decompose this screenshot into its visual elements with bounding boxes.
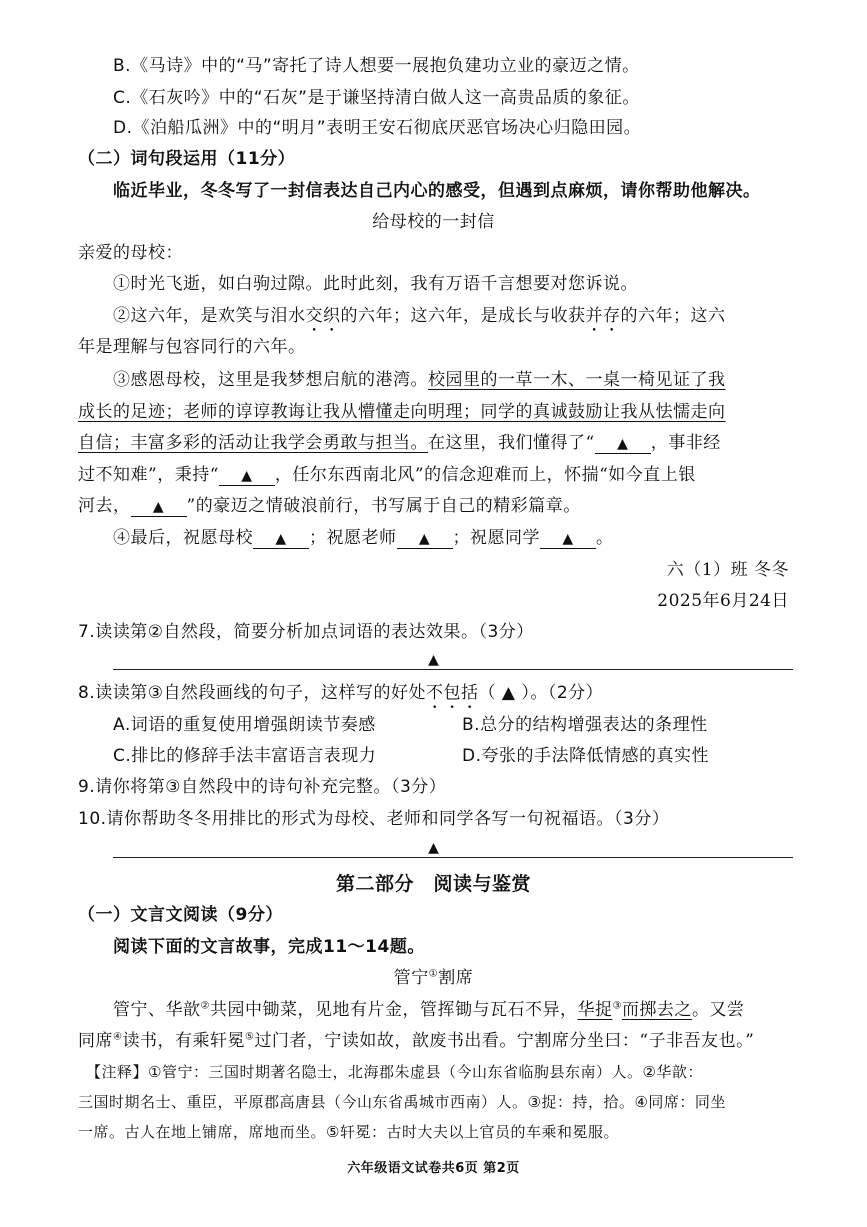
dotted-word-jiaozhi: 交织: [305, 306, 341, 326]
p4-text-a: ④最后，祝愿母校: [113, 528, 253, 548]
classical-title: [0, 967, 867, 989]
section-intro: 临近毕业，冬冬写了一封信表达自己内心的感受，但遇到点麻烦，请你帮助他解决。: [113, 181, 761, 201]
letter-title: 给母校的一封信: [372, 212, 495, 232]
answer-blank[interactable]: [219, 466, 275, 486]
answer-blank[interactable]: [253, 529, 309, 549]
part-title: 第二部分 阅读与鉴赏: [335, 873, 531, 895]
blank-triangle-icon: ▲: [562, 531, 574, 547]
cl2-a: 同席: [78, 1031, 113, 1051]
q8-stem-a: 8.读读第③自然段画线的句子，这样写的好处: [78, 683, 426, 703]
answer-triangle-icon: ▲: [428, 652, 439, 668]
p3-text-d: 过不知难”，秉持“: [78, 465, 219, 485]
option-c: C.《石灰吟》中的“石灰”是于谦坚持清白做人这一高贵品质的象征。: [113, 88, 640, 108]
letter-paragraph-3-line3: [78, 432, 721, 454]
dotted-word-bingcun: 并存: [585, 306, 621, 326]
p2-text-c: 的六年；这六: [620, 306, 726, 326]
q8-option-c: C.排比的修辞手法丰富语言表现力: [113, 746, 377, 766]
option-d: D.《泊船瓜洲》中的“明月”表明王安石彻底厌恶官场决心归隐田园。: [113, 118, 642, 138]
section-heading: （二）词句段运用（11分）: [78, 149, 296, 169]
note-marker: ①: [428, 968, 439, 980]
question-10: 10.请你帮助冬冬用排比的形式为母校、老师和同学各写一句祝福语。（3分）: [78, 809, 670, 829]
letter-signature: 六（1）班 冬冬: [666, 560, 789, 580]
letter-paragraph-3-line5: [78, 495, 581, 517]
note-marker: ⑤: [244, 1031, 255, 1043]
p4-text-d: 。: [596, 528, 614, 548]
answer-blank[interactable]: [397, 529, 453, 549]
answer-blank[interactable]: [595, 434, 651, 454]
p3-text-f: 河去，: [78, 496, 131, 516]
blank-triangle-icon: ▲: [241, 468, 253, 484]
option-b: B.《马诗》中的“马”寄托了诗人想要一展抱负建功立业的豪迈之情。: [113, 56, 640, 76]
question-8: [78, 682, 603, 713]
letter-date: 2025年6月24日: [657, 591, 789, 611]
notes-line-2: 三国时期名士、重臣，平原郡高唐县（今山东省禹城市西南）人。③捉：持，拾。④同席：同坐: [78, 1093, 726, 1111]
q8-option-b: B.总分的结构增强表达的条理性: [462, 715, 708, 735]
blank-triangle-icon: ▲: [617, 436, 629, 452]
note-marker: ②: [200, 1000, 210, 1012]
letter-salutation: 亲爱的母校：: [78, 243, 183, 263]
underlined-phrase: 华捉: [577, 1000, 613, 1020]
cl1-a: 管宁、华歆: [113, 1000, 201, 1020]
underlined-sentence-3: 自信；丰富多彩的活动让我学会勇敢与担当。: [78, 433, 428, 453]
answer-line[interactable]: [113, 669, 793, 670]
letter-paragraph-3: [113, 369, 726, 391]
answer-triangle-icon: ▲: [428, 840, 439, 856]
p3-text-a: ③感恩母校，这里是我梦想启航的港湾。: [113, 370, 428, 390]
dotted-word-bubaokuo: 不包括: [425, 683, 479, 703]
p2-text-a: ②这六年，是欢笑与泪水: [113, 306, 306, 326]
question-9: 9.请你将第③自然段中的诗句补充完整。（3分）: [78, 777, 447, 797]
cl1-c: 。又尝: [691, 1000, 745, 1020]
letter-paragraph-4: [113, 527, 614, 549]
underlined-sentence-2: 成长的足迹；老师的谆谆教诲让我从懵懂走向明理；同学的真诚鼓励让我从怯懦走向: [78, 402, 726, 422]
cl2-c: 过门者，宁读如故，歆废书出看。宁割席分坐曰：“子非吾友也。”: [254, 1031, 755, 1051]
blank-triangle-icon: ▲: [275, 531, 287, 547]
underlined-phrase: 而掷去之: [621, 1000, 692, 1020]
p3-text-b: 在这里，我们懂得了“: [428, 433, 595, 453]
reading-instruction: 阅读下面的文言故事，完成11～14题。: [113, 937, 425, 957]
q8-option-a: A.词语的重复使用增强朗读节奏感: [113, 715, 376, 735]
answer-blank[interactable]: [540, 529, 596, 549]
p2-text-b: 的六年；这六年，是成长与收获: [340, 306, 586, 326]
underlined-sentence-1: 校园里的一草一木、一桌一椅见证了我: [428, 370, 726, 390]
page-footer: 六年级语文试卷共6页 第2页: [347, 1161, 520, 1176]
answer-line[interactable]: [113, 857, 793, 858]
q8-stem-b: （ ▲ ）。（2分）: [478, 683, 604, 703]
question-7: 7.读读第②自然段，简要分析加点词语的表达效果。（3分）: [78, 622, 534, 642]
blank-triangle-icon: ▲: [152, 499, 165, 515]
cl1-b: 共园中锄菜，见地有片金，管挥锄与瓦石不异，: [209, 1000, 578, 1020]
cl2-b: 读书，有乘轩冕: [122, 1031, 245, 1051]
subsection-heading: （一）文言文阅读（9分）: [78, 905, 283, 925]
letter-paragraph-2: [113, 305, 726, 336]
p4-text-b: ；祝愿老师: [309, 528, 397, 548]
answer-blank[interactable]: [131, 497, 187, 517]
notes-line-3: 一席。古人在地上铺席，席地而坐。⑤轩冕：古时大夫以上官员的车乘和冕服。: [78, 1123, 619, 1141]
q8-option-d: D.夸张的手法降低情感的真实性: [462, 746, 709, 766]
classical-title-a: 管宁: [393, 968, 429, 988]
classical-title-b: 割席: [438, 968, 474, 988]
letter-paragraph-2-cont: 年是理解与包容同行的六年。: [78, 337, 306, 357]
p3-text-e: ，任尔东西南北风”的信念迎难而上，怀揣“如今直上银: [274, 465, 696, 485]
p4-text-c: ；祝愿同学: [452, 528, 540, 548]
blank-triangle-icon: ▲: [418, 531, 431, 547]
classical-line-1: [113, 999, 744, 1021]
letter-paragraph-1: ①时光飞逝，如白驹过隙。此时此刻，我有万语千言想要对您诉说。: [113, 274, 638, 294]
classical-line-2: [78, 1030, 754, 1052]
p3-text-g: ”的豪迈之情破浪前行，书写属于自己的精彩篇章。: [186, 496, 581, 516]
note-marker: ④: [113, 1031, 123, 1043]
notes-line-1: 【注释】①管宁：三国时期著名隐士，北海郡朱虚县（今山东省临朐县东南）人。②华歆：: [86, 1063, 703, 1081]
letter-paragraph-3-line4: [78, 464, 696, 486]
note-marker: ③: [612, 1000, 622, 1012]
p3-text-c: ，事非经: [650, 433, 721, 453]
